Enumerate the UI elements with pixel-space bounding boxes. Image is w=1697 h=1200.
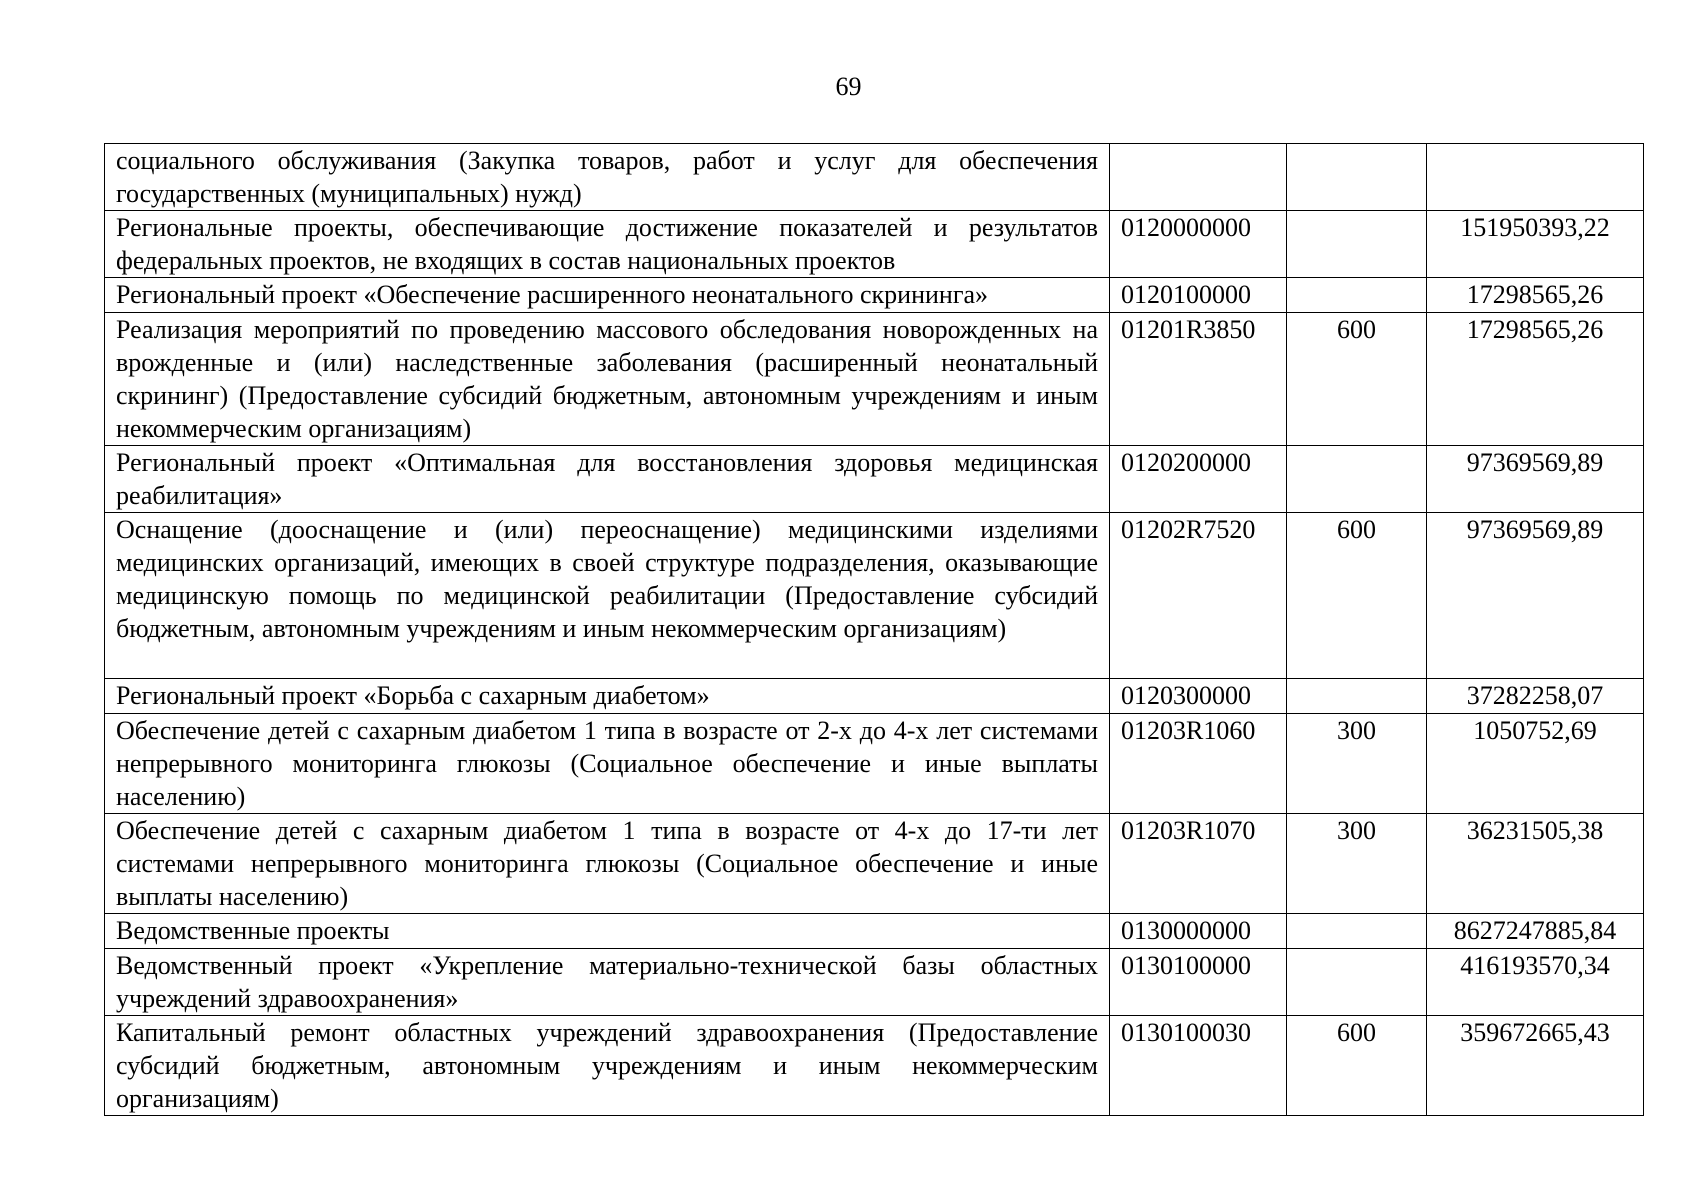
row-description: Региональный проект «Борьба с сахарным диабетом» — [105, 679, 1110, 714]
row-expense-type — [1287, 144, 1427, 211]
row-code: 01203R1070 — [1110, 814, 1287, 914]
row-expense-type: 300 — [1287, 814, 1427, 914]
row-description: Обеспечение детей с сахарным диабетом 1 типа в возрасте от 4-х до 17-ти лет системами непрерывного мониторинга глюкозы (Социальное обеспечение и иные выплаты населению) — [105, 814, 1110, 914]
row-description: Региональный проект «Оптимальная для восстановления здоровья медицинская реабилитация» — [105, 446, 1110, 513]
row-amount — [1427, 144, 1644, 211]
row-description: Реализация мероприятий по проведению массового обследования новорожденных на врожденные и (или) наследственные заболевания (расширенный неонатальный скрининг) (Предоставление субсидий бюджетным, автономным учреждениям и иным некоммерческим организациям) — [105, 313, 1110, 446]
row-description: Оснащение (дооснащение и (или) переоснащение) медицинскими изделиями медицинских организаций, имеющих в своей структуре подразделения, оказывающие медицинскую помощь по медицинской реабилитации (Предоставление субсидий бюджетным, автономным учреждениям и иным некоммерческим организациям) — [105, 513, 1110, 679]
row-description: социального обслуживания (Закупка товаров, работ и услуг для обеспечения государственных (муниципальных) нужд) — [105, 144, 1110, 211]
budget-table — [104, 143, 1644, 1116]
row-code: 0120300000 — [1110, 679, 1287, 714]
row-amount: 359672665,43 — [1427, 1016, 1644, 1116]
row-description: Ведомственные проекты — [105, 914, 1110, 949]
row-code — [1110, 144, 1287, 211]
row-amount: 17298565,26 — [1427, 278, 1644, 313]
table-row — [105, 278, 1644, 313]
table-row — [105, 949, 1644, 1016]
row-amount: 1050752,69 — [1427, 714, 1644, 814]
row-amount: 97369569,89 — [1427, 446, 1644, 513]
row-expense-type: 600 — [1287, 513, 1427, 679]
row-expense-type — [1287, 278, 1427, 313]
row-code: 01203R1060 — [1110, 714, 1287, 814]
row-code: 0130000000 — [1110, 914, 1287, 949]
row-expense-type — [1287, 211, 1427, 278]
table-row — [105, 513, 1644, 679]
table-row — [105, 914, 1644, 949]
row-amount: 17298565,26 — [1427, 313, 1644, 446]
row-code: 0130100000 — [1110, 949, 1287, 1016]
row-expense-type — [1287, 446, 1427, 513]
table-row — [105, 679, 1644, 714]
table-row — [105, 714, 1644, 814]
row-description: Ведомственный проект «Укрепление материально-технической базы областных учреждений здравоохранения» — [105, 949, 1110, 1016]
page-number: 69 — [835, 72, 862, 101]
table-row — [105, 814, 1644, 914]
row-code: 01201R3850 — [1110, 313, 1287, 446]
row-amount: 36231505,38 — [1427, 814, 1644, 914]
row-code: 01202R7520 — [1110, 513, 1287, 679]
row-expense-type — [1287, 679, 1427, 714]
table-row — [105, 211, 1644, 278]
table-row — [105, 1016, 1644, 1116]
table-row — [105, 446, 1644, 513]
row-amount: 97369569,89 — [1427, 513, 1644, 679]
row-expense-type: 600 — [1287, 313, 1427, 446]
row-expense-type: 600 — [1287, 1016, 1427, 1116]
row-description: Капитальный ремонт областных учреждений здравоохранения (Предоставление субсидий бюджетным, автономным учреждениям и иным некоммерческим организациям) — [105, 1016, 1110, 1116]
row-expense-type — [1287, 914, 1427, 949]
row-code: 0120000000 — [1110, 211, 1287, 278]
row-amount: 151950393,22 — [1427, 211, 1644, 278]
row-description: Обеспечение детей с сахарным диабетом 1 типа в возрасте от 2-х до 4-х лет системами непрерывного мониторинга глюкозы (Социальное обеспечение и иные выплаты населению) — [105, 714, 1110, 814]
row-expense-type — [1287, 949, 1427, 1016]
row-expense-type: 300 — [1287, 714, 1427, 814]
row-amount: 416193570,34 — [1427, 949, 1644, 1016]
row-code: 0120100000 — [1110, 278, 1287, 313]
row-description: Региональный проект «Обеспечение расширенного неонатального скрининга» — [105, 278, 1110, 313]
row-code: 0130100030 — [1110, 1016, 1287, 1116]
table-row — [105, 313, 1644, 446]
row-code: 0120200000 — [1110, 446, 1287, 513]
row-description: Региональные проекты, обеспечивающие достижение показателей и результатов федеральных проектов, не входящих в состав национальных проектов — [105, 211, 1110, 278]
row-amount: 37282258,07 — [1427, 679, 1644, 714]
table-row — [105, 144, 1644, 211]
row-amount: 8627247885,84 — [1427, 914, 1644, 949]
